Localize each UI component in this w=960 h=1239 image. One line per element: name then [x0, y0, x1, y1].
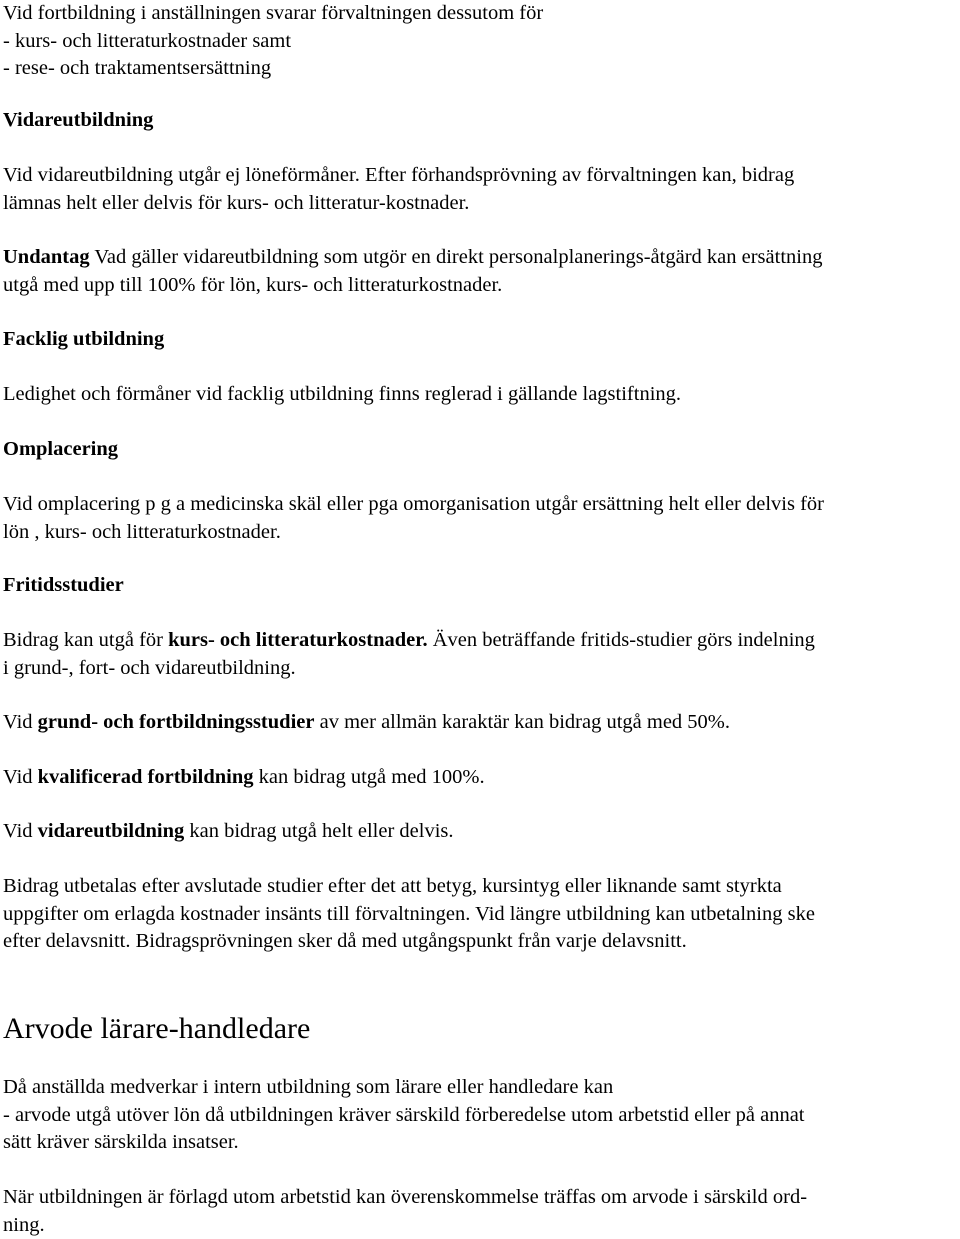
fritidsstudier-paragraph-4: [3, 818, 454, 846]
fritid-p1-line-2: i grund-, fort- och vidareutbildning.: [3, 656, 296, 679]
fritidsstudier-paragraph-5: [3, 873, 815, 956]
intro-line-1: Vid fortbildning i anställningen svarar förvaltningen dessutom för: [3, 2, 544, 24]
fritidsstudier-paragraph-3: [3, 764, 485, 792]
arvode-paragraph-2: [3, 1184, 807, 1239]
fritid-p3-post: kan bidrag utgå med 100%.: [253, 766, 485, 788]
omplacering-line-2: lön , kurs- och litteraturkostnader.: [3, 520, 281, 543]
fritid-p2-pre: Vid: [3, 711, 38, 733]
undantag-paragraph: [3, 244, 822, 299]
fritid-p3-pre: Vid: [3, 766, 38, 788]
vidareutbildning-heading: Vidareutbildning: [3, 109, 154, 131]
fritid-p5-line-3: efter delavsnitt. Bidragsprövningen sker då med utgångspunkt från varje delavsnitt.: [3, 930, 687, 952]
arvode-p2-line-2: ning.: [3, 1213, 45, 1236]
intro-line-3: - rese- och traktamentsersättning: [3, 57, 272, 79]
fritid-p1-post: Även beträffande fritids-studier görs indelning: [427, 629, 815, 651]
fritidsstudier-heading: Fritidsstudier: [3, 574, 124, 596]
undantag-line-1: Vad gäller vidareutbildning som utgör en direkt personalplanerings-åtgärd kan ersättning: [89, 246, 823, 268]
fritid-p1-bold: kurs- och litteraturkostnader.: [168, 629, 428, 651]
undantag-label: Undantag: [3, 246, 90, 268]
omplacering-paragraph: [3, 491, 824, 546]
omplacering-line-1: Vid omplacering p g a medicinska skäl eller pga omorganisation utgår ersättning helt eller delvis för: [3, 493, 825, 515]
undantag-line-2: utgå med upp till 100% för lön, kurs- och litteraturkostnader.: [3, 273, 503, 296]
fritid-p4-pre: Vid: [3, 820, 38, 842]
intro-line-2: - kurs- och litteraturkostnader samt: [3, 29, 292, 52]
fritid-p2-bold: grund- och fortbildningsstudier: [37, 711, 315, 733]
vidareutbildning-line-1: Vid vidareutbildning utgår ej löneförmåner. Efter förhandsprövning av förvaltningen kan, bidrag: [3, 164, 795, 186]
vidareutbildning-line-2: lämnas helt eller delvis för kurs- och litteratur-kostnader.: [3, 191, 470, 214]
fritidsstudier-paragraph-1: [3, 627, 815, 682]
vidareutbildning-paragraph: [3, 162, 794, 217]
fritid-p3-bold: kvalificerad fortbildning: [37, 766, 254, 788]
fritid-p5-line-1: Bidrag utbetalas efter avslutade studier efter det att betyg, kursintyg eller liknande samt styrkta: [3, 875, 782, 897]
arvode-p1-line-2: - arvode utgå utöver lön då utbildningen kräver särskild förberedelse utom arbetstid eller på annat: [3, 1103, 805, 1126]
fritid-p2-post: av mer allmän karaktär kan bidrag utgå med 50%.: [314, 711, 731, 733]
fritid-p4-bold: vidareutbildning: [37, 820, 185, 842]
intro-paragraph: [3, 0, 543, 83]
arvode-heading: Arvode lärare-handledare: [3, 1012, 311, 1045]
arvode-paragraph-1: [3, 1074, 805, 1157]
facklig-heading: Facklig utbildning: [3, 328, 165, 350]
arvode-p2-line-1: När utbildningen är förlagd utom arbetstid kan överenskommelse träffas om arvode i särskild ord-: [3, 1186, 808, 1208]
fritid-p5-line-2: uppgifter om erlagda kostnader insänts till förvaltningen. Vid längre utbildning kan utbetalning ske: [3, 902, 815, 925]
omplacering-heading: Omplacering: [3, 438, 119, 460]
fritid-p1-pre: Bidrag kan utgå för: [3, 629, 169, 651]
fritidsstudier-paragraph-2: [3, 709, 730, 737]
fritid-p4-post: kan bidrag utgå helt eller delvis.: [184, 820, 454, 842]
arvode-p1-line-1: Då anställda medverkar i intern utbildning som lärare eller handledare kan: [3, 1076, 614, 1098]
arvode-p1-line-3: sätt kräver särskilda insatser.: [3, 1131, 239, 1153]
facklig-paragraph: Ledighet och förmåner vid facklig utbildning finns reglerad i gällande lagstiftning.: [3, 383, 682, 405]
